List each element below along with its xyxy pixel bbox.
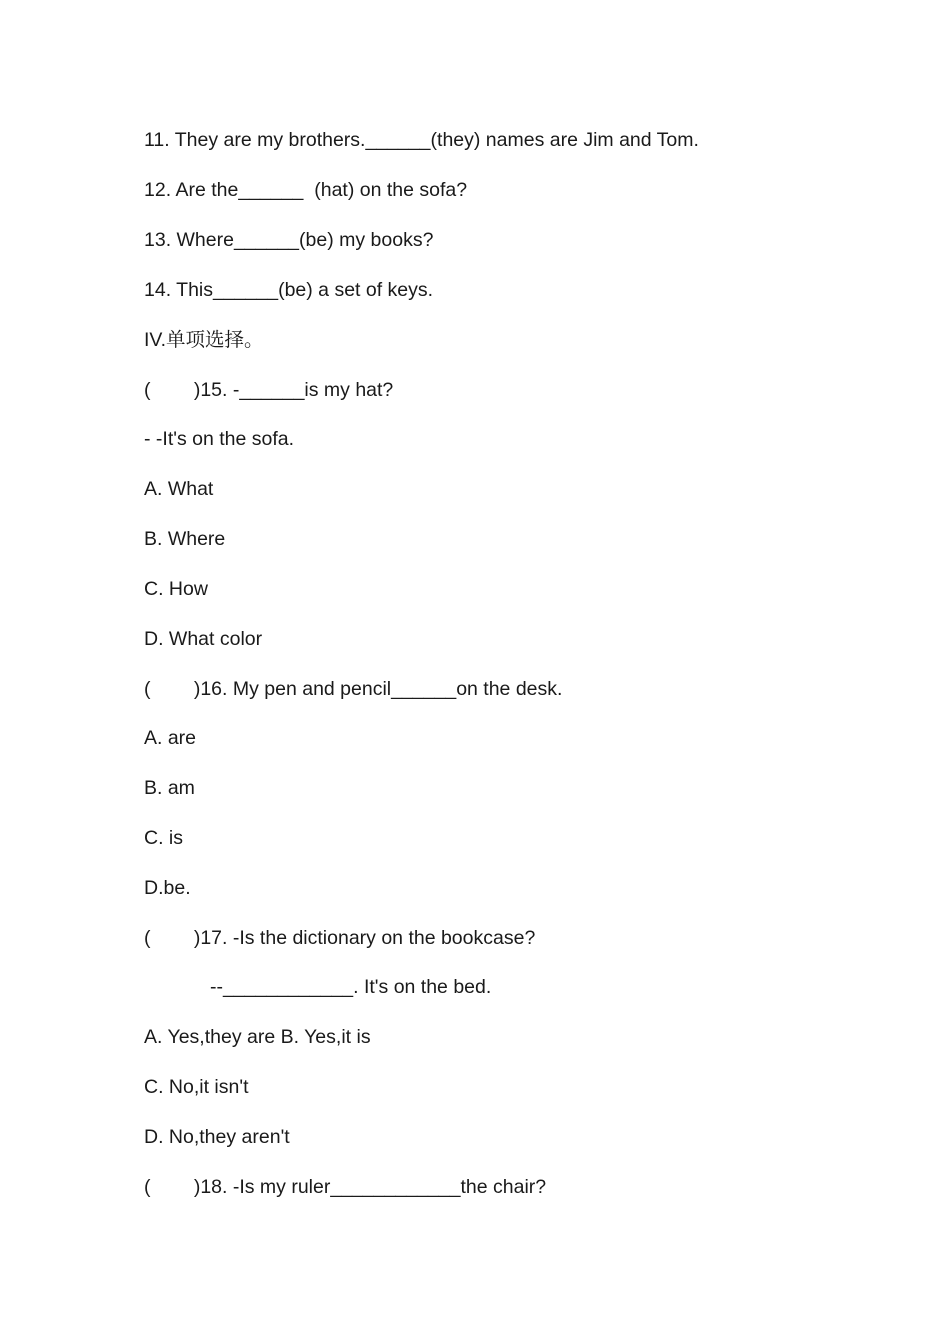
question-15-answer: - -It's on the sofa. [144,428,295,450]
question-16-option-c: C. is [144,827,183,849]
question-13: 13. Where______(be) my books? [144,229,434,251]
question-15-option-b: B. Where [144,528,226,550]
question-15-option-d: D. What color [144,628,263,650]
question-15-option-c: C. How [144,578,208,600]
question-14: 14. This______(be) a set of keys. [144,279,434,301]
section-heading-iv: IV.单项选择。 [144,329,264,351]
question-12: 12. Are the______ (hat) on the sofa? [144,179,468,201]
question-17-answer: --____________. It's on the bed. [210,976,492,998]
question-17-option-c: C. No,it isn't [144,1076,249,1098]
question-16-option-a: A. are [144,727,197,749]
question-18: ( )18. -Is my ruler____________the chair? [144,1176,547,1198]
question-16-option-b: B. am [144,777,195,799]
question-16: ( )16. My pen and pencil______on the desk. [144,678,563,700]
question-15-option-a: A. What [144,478,214,500]
question-11: 11. They are my brothers.______(they) names are Jim and Tom. [144,129,699,151]
question-16-option-d: D.be. [144,877,191,899]
question-17-options-ab: A. Yes,they are B. Yes,it is [144,1026,371,1048]
question-17: ( )17. -Is the dictionary on the bookcase? [144,927,536,949]
question-17-option-d: D. No,they aren't [144,1126,290,1148]
question-15: ( )15. -______is my hat? [144,379,394,401]
